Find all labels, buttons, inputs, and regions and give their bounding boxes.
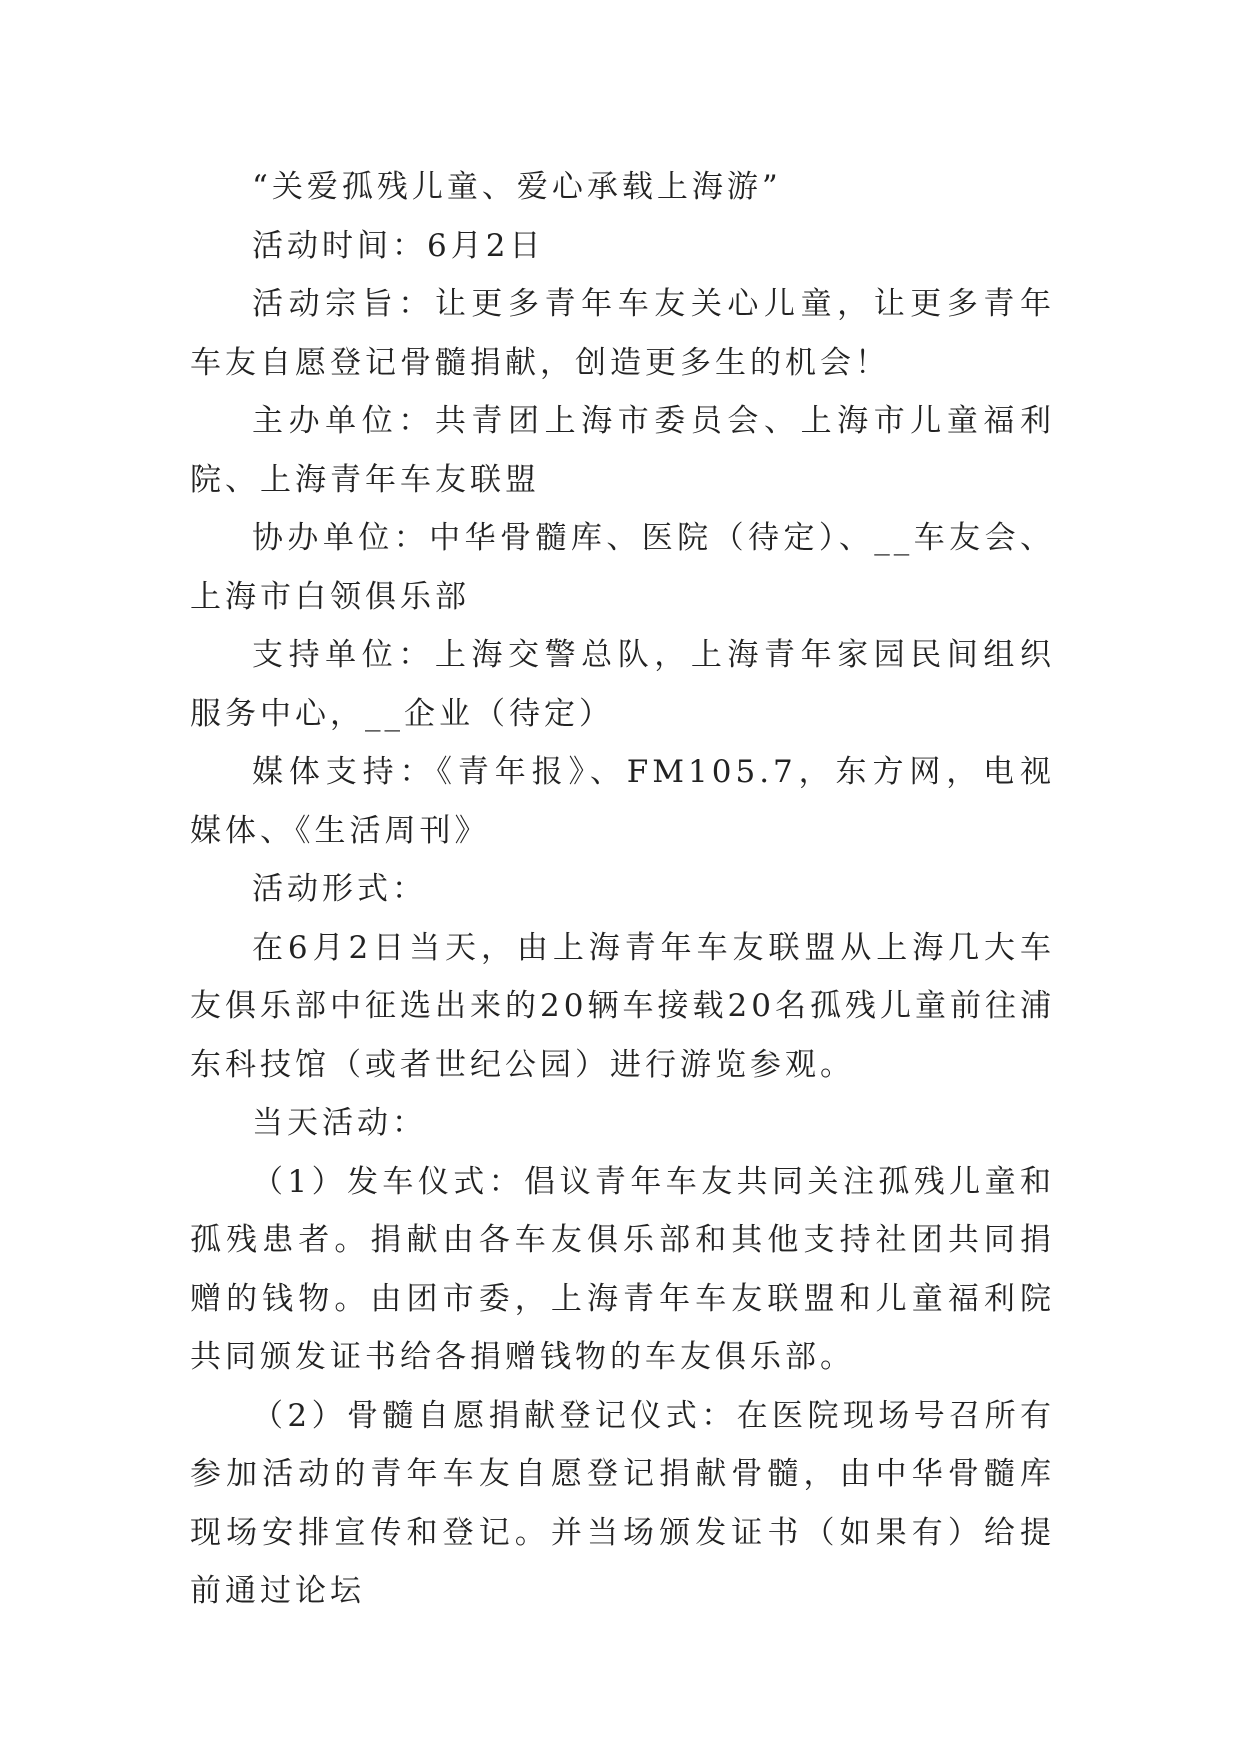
activity-purpose: 活动宗旨：让更多青年车友关心儿童，让更多青年车友自愿登记骨髓捐献，创造更多生的机会！ [190,286,1055,381]
departure-ceremony: （1）发车仪式：倡议青年车友共同关注孤残儿童和孤残患者。捐献由各车友俱乐部和其他支持社团共同捐赠的钱物。由团市委，上海青年车友联盟和儿童福利院共同颁发证书给各捐赠钱物的车友俱乐部。 [190,1163,1055,1375]
activity-time: 活动时间：6月2日 [252,227,545,264]
marrow-donation-registration: （2）骨髓自愿捐献登记仪式：在医院现场号召所有参加活动的青年车友自愿登记捐献骨髓，由中华骨髓库现场安排宣传和登记。并当场颁发证书（如果有）给提前通过论坛 [190,1397,1055,1609]
co-organizers: 协办单位：中华骨髓库、医院（待定）、__车友会、上海市白领俱乐部 [190,520,1055,615]
document-body [190,158,1055,1621]
day-activities-heading: 当天活动： [252,1105,427,1141]
host-organizations: 主办单位：共青团上海市委员会、上海市儿童福利院、上海青年车友联盟 [190,403,1055,498]
activity-format-heading: 活动形式： [252,871,427,907]
activity-format-description: 在6月2日当天，由上海青年车友联盟从上海几大车友俱乐部中征选出来的20辆车接载20名孤残儿童前往浦东科技馆（或者世纪公园）进行游览参观。 [190,929,1055,1083]
activity-title: “关爱孤残儿童、爱心承载上海游” [252,169,782,205]
media-support: 媒体支持：《青年报》、FM105.7，东方网，电视媒体、《生活周刊》 [190,754,1055,849]
supporting-units: 支持单位：上海交警总队，上海青年家园民间组织服务中心，__企业（待定） [190,637,1055,732]
